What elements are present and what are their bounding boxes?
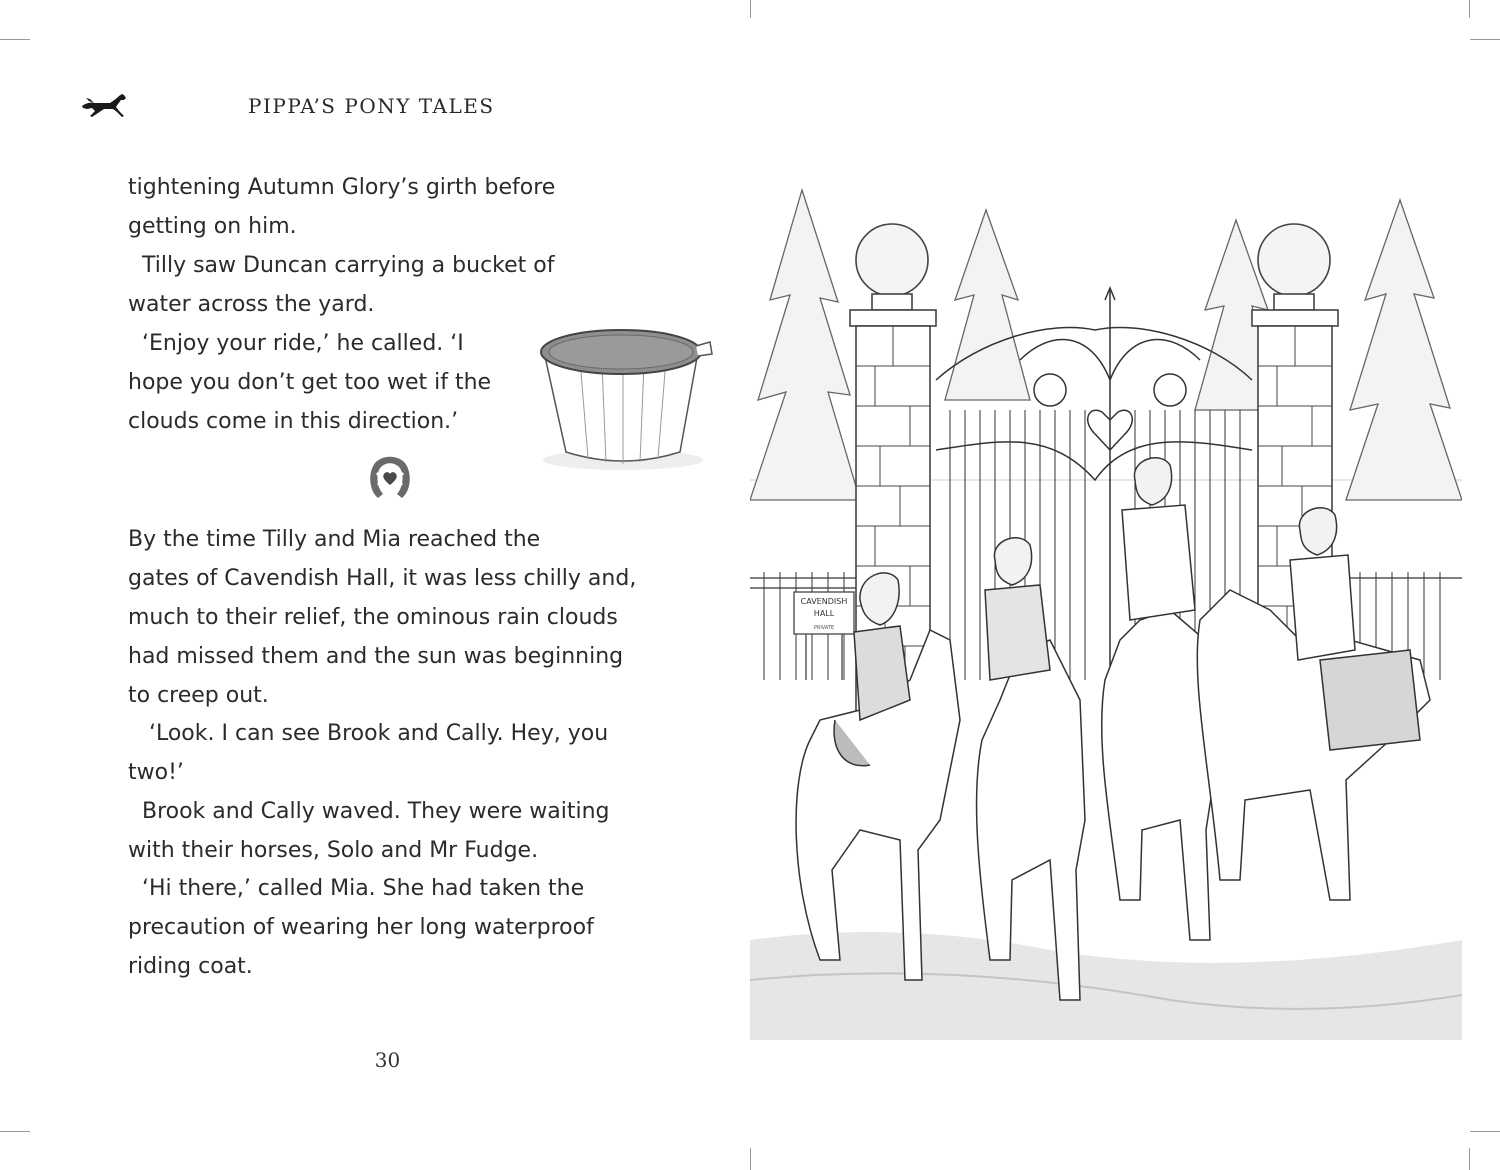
crop-mark [750,1148,751,1170]
crop-mark [1470,39,1500,40]
cavendish-hall-sign [794,592,854,680]
crop-mark [1469,1148,1470,1170]
sign-line: PRIVATE [813,625,835,631]
text-line: with their horses, Solo and Mr Fudge. [128,838,539,863]
text-line: ‘Enjoy your ride,’ he called. ‘I [128,331,464,356]
horse-and-rider [977,538,1085,1000]
text-line: precaution of wearing her long waterproof [128,915,594,940]
text-line: getting on him. [128,214,297,239]
right-page [750,0,1500,1170]
riders-at-gates-illustration [750,180,1462,1040]
text-line: gates of Cavendish Hall, it was less chilly and, [128,566,637,591]
crop-mark [1470,1131,1500,1132]
running-head: PIPPA’S PONY TALES [248,94,495,118]
sign-line: CAVENDISH [800,597,848,606]
page-number: 30 [374,1048,401,1072]
text-line: Brook and Cally waved. They were waiting [128,799,610,824]
bucket-illustration [528,320,718,480]
text-line: to creep out. [128,683,269,708]
text-line: Tilly saw Duncan carrying a bucket of [128,253,555,278]
horse-and-rider [1197,508,1430,900]
text-line: two!’ [128,760,184,785]
crop-mark [0,1131,30,1132]
crop-mark [1469,0,1470,18]
text-line: water across the yard. [128,292,375,317]
galloping-horse-icon [80,92,130,120]
text-line: ‘Look. I can see Brook and Cally. Hey, you [128,721,609,746]
crop-mark [0,39,30,40]
text-line: ‘Hi there,’ called Mia. She had taken the [128,876,585,901]
horseshoe-heart-icon [364,452,416,504]
sign-line: HALL [813,609,835,618]
text-line: tightening Autumn Glory’s girth before [128,175,556,200]
text-line: By the time Tilly and Mia reached the [128,527,541,552]
text-line: riding coat. [128,954,253,979]
text-line: much to their relief, the ominous rain clouds [128,605,618,630]
crop-mark [750,0,751,18]
text-line: hope you don’t get too wet if the [128,370,492,395]
text-line: clouds come in this direction.’ [128,409,459,434]
text-line: had missed them and the sun was beginning [128,644,624,669]
